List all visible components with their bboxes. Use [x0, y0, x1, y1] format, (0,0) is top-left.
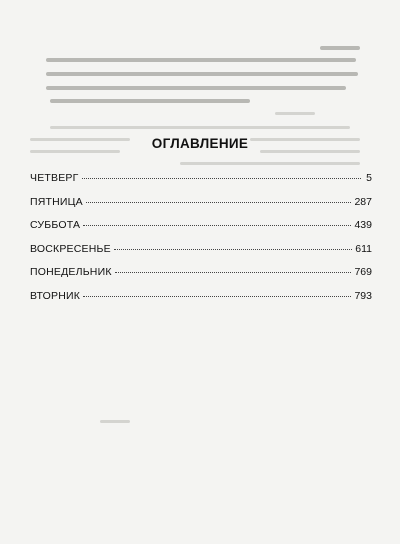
toc-entry-page: 769 — [354, 266, 372, 278]
toc-entry-label: ВТОРНИК — [30, 289, 81, 302]
toc-entry-label: СУББОТА — [30, 219, 81, 231]
toc-entry-page: 5 — [366, 172, 372, 184]
toc-entry-page: 439 — [354, 219, 372, 231]
toc-entry-label: ЧЕТВЕРГ — [30, 172, 79, 184]
dot-leader — [82, 178, 361, 179]
dot-leader — [83, 296, 351, 297]
dot-leader — [86, 202, 352, 203]
toc-title: ОГЛАВЛЕНИЕ — [151, 136, 249, 151]
toc-entry-sunday[interactable] — [30, 243, 372, 267]
dot-leader — [114, 249, 352, 250]
dot-leader — [83, 225, 351, 226]
toc-entry-page: 287 — [354, 195, 372, 208]
dot-leader — [115, 272, 352, 273]
toc-entry-label: ВОСКРЕСЕНЬЕ — [30, 242, 111, 255]
toc-entry-monday[interactable] — [30, 266, 372, 290]
toc-entry-label: ПОНЕДЕЛЬНИК — [30, 266, 112, 278]
toc-entry-tuesday[interactable] — [30, 290, 372, 314]
toc-entry-label: ПЯТНИЦА — [30, 195, 83, 208]
toc-entry-friday[interactable] — [30, 196, 372, 220]
table-of-contents — [30, 172, 372, 313]
toc-entry-saturday[interactable] — [30, 219, 372, 243]
toc-entry-thursday[interactable] — [30, 172, 372, 196]
toc-entry-page: 611 — [355, 242, 372, 255]
toc-entry-page: 793 — [354, 289, 372, 302]
